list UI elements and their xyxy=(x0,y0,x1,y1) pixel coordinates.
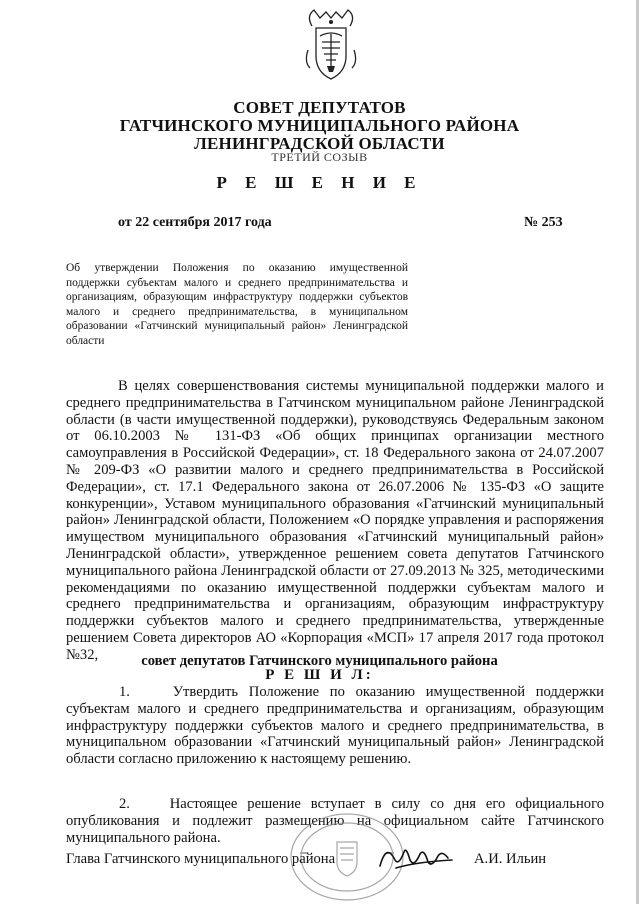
signer-name: А.И. Ильин xyxy=(474,851,547,867)
convocation-label: ТРЕТИЙ СОЗЫВ xyxy=(271,150,368,164)
handwritten-signature-icon xyxy=(376,838,456,874)
preamble-paragraph: В целях совершенствования системы муниципальной поддержки малого и среднего предпринимательства в Гатчинском муниципальном районе Ленинградской области (в части имущественной поддержки), руководствуясь Федеральным законом от 06.10.2003 № 131-ФЗ «Об общих принципах организации местного самоуправления в Российской Федерации», ст. 18 Федерального закона от 24.07.2007 № 209-ФЗ «О развитии малого и среднего предпринимательства в Российской Федерации», ст. 17.1 Федерального закона от 26.07.2006 № 135-ФЗ «О защите конкуренции», Уставом муниципального образования «Гатчинский муниципальный район» Ленинградской области, Положением «О порядке управления и распоряжения имуществом муниципального образования «Гатчинский муниципальный район» Ленинградской области», утвержденное решением совета депутатов Гатчинского муниципального района Ленинградской области от 27.09.2013 № 325, методическими рекомендациями по оказанию имущественной поддержки субъектам малого и среднего предпринимательства и организациям, образующим инфраструктуру поддержки субъектов малого и среднего предпринимательства, утвержденные решением Совета директоров АО «Корпорация «МСП» 17 апреля 2017 года протокол №32, xyxy=(66,378,604,663)
signer-title: Глава Гатчинского муниципального района xyxy=(66,851,336,867)
council-line: совет депутатов Гатчинского муниципального района xyxy=(141,653,498,669)
resolution-item-2: 2. Настоящее решение вступает в силу со дня его официального опубликования и подлежит размещению на официальном сайте Гатчинского муниципального района. xyxy=(66,796,604,846)
document-date: от 22 сентября 2017 года xyxy=(118,215,272,230)
document-type: Р Е Ш Е Н И Е xyxy=(216,173,423,192)
resolved-heading: Р Е Ш И Л: xyxy=(265,667,374,683)
resolution-item-1: 1. Утвердить Положение по оказанию имущественной поддержки субъектам малого и среднего предпринимательства и организациям, образующим инфраструктуру поддержки субъектов малого и среднего предпринимательства, в муниципальном образовании «Гатчинский муниципальный район» Ленинградской области согласно приложению к настоящему решению. xyxy=(66,684,604,768)
council-title: СОВЕТ ДЕПУТАТОВ xyxy=(233,98,406,117)
district-title: ГАТЧИНСКОГО МУНИЦИПАЛЬНОГО РАЙОНА xyxy=(119,116,520,135)
document-subject: Об утверждении Положения по оказанию имущественной поддержки субъектам малого и среднего предпринимательства и организациям, образующим инфраструктуру поддержки субъектов малого и среднего предпринимательства, в муниципальном образовании «Гатчинский муниципальный район» Ленинградской области xyxy=(66,262,408,347)
document-number: № 253 xyxy=(524,215,563,230)
coat-of-arms-icon xyxy=(300,6,362,84)
region-title: ЛЕНИНГРАДСКОЙ ОБЛАСТИ xyxy=(194,134,445,153)
